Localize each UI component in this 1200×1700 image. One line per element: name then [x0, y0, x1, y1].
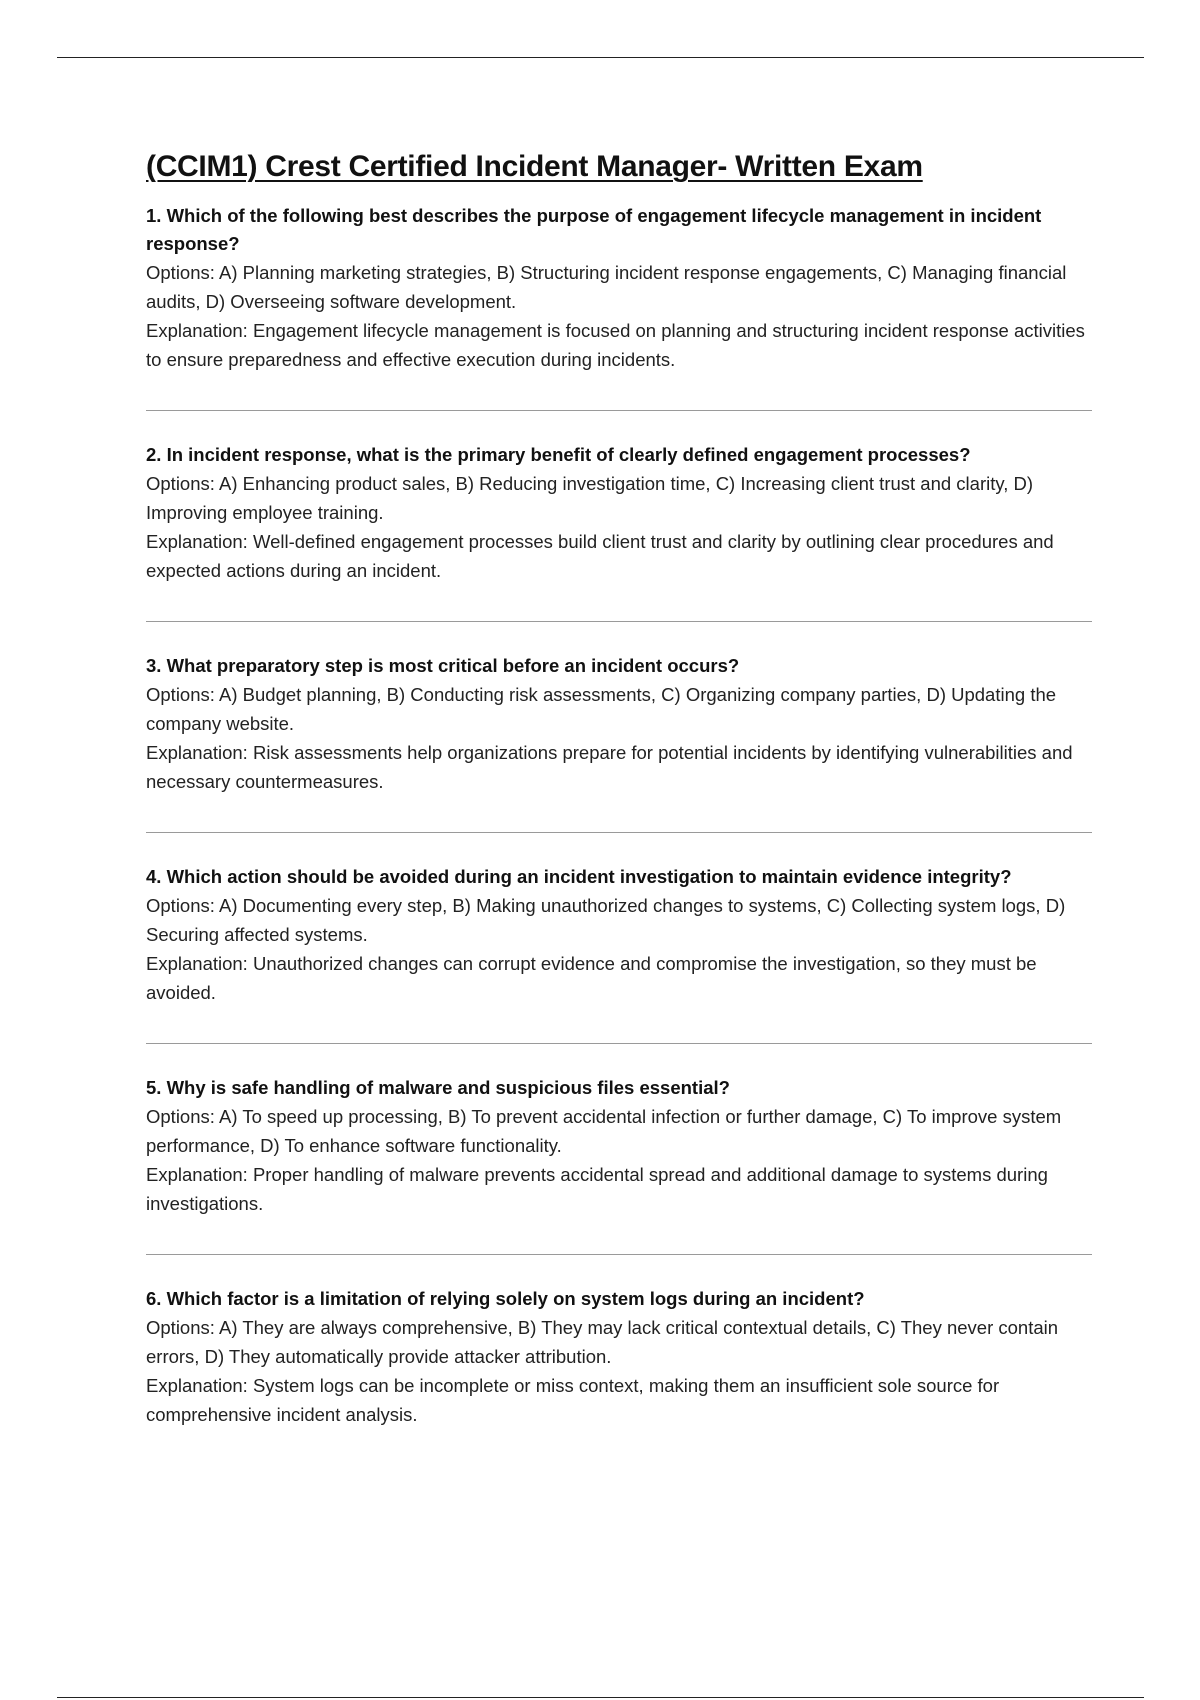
question-text: 5. Why is safe handling of malware and suspicious files essential?: [146, 1077, 730, 1098]
question-explanation: Explanation: Well-defined engagement processes build client trust and clarity by outlining clear procedures and expected actions during an incident.: [146, 531, 1054, 581]
question-divider: [146, 621, 1092, 622]
question-explanation: Explanation: Engagement lifecycle management is focused on planning and structuring incident response activities to ensure preparedness and effective execution during incidents.: [146, 320, 1085, 370]
question-options: Options: A) Enhancing product sales, B) Reducing investigation time, C) Increasing client trust and clarity, D) Improving employee training.: [146, 473, 1034, 523]
question-block-5: [146, 1074, 1092, 1218]
question-options: Options: A) They are always comprehensive, B) They may lack critical contextual details, C) They never contain errors, D) They automatically provide attacker attribution.: [146, 1317, 1059, 1367]
question-text: 1. Which of the following best describes the purpose of engagement lifecycle management in incident response?: [146, 205, 1042, 254]
page-bottom-rule: [57, 1697, 1144, 1698]
question-options: Options: A) To speed up processing, B) To prevent accidental infection or further damage, C) To improve system performance, D) To enhance software functionality.: [146, 1106, 1062, 1156]
question-options: Options: A) Documenting every step, B) Making unauthorized changes to systems, C) Collecting system logs, D) Securing affected systems.: [146, 895, 1066, 945]
question-options: Options: A) Planning marketing strategies, B) Structuring incident response engagements, C) Managing financial audits, D) Overseeing software development.: [146, 262, 1067, 312]
question-divider: [146, 832, 1092, 833]
page-top-rule: [57, 57, 1144, 58]
question-divider: [146, 1254, 1092, 1255]
question-text: 6. Which factor is a limitation of relying solely on system logs during an incident?: [146, 1288, 865, 1309]
question-block-3: [146, 652, 1092, 796]
question-text: 3. What preparatory step is most critical before an incident occurs?: [146, 655, 740, 676]
question-block-1: [146, 202, 1092, 374]
document-body: [146, 150, 1092, 1429]
question-divider: [146, 410, 1092, 411]
question-explanation: Explanation: System logs can be incomplete or miss context, making them an insufficient sole source for comprehensive incident analysis.: [146, 1375, 1000, 1425]
question-explanation: Explanation: Risk assessments help organizations prepare for potential incidents by identifying vulnerabilities and necessary countermeasures.: [146, 742, 1073, 792]
question-text: 4. Which action should be avoided during an incident investigation to maintain evidence integrity?: [146, 866, 1012, 887]
question-options: Options: A) Budget planning, B) Conducting risk assessments, C) Organizing company parties, D) Updating the company website.: [146, 684, 1057, 734]
question-divider: [146, 1043, 1092, 1044]
question-explanation: Explanation: Unauthorized changes can corrupt evidence and compromise the investigation, so they must be avoided.: [146, 953, 1037, 1003]
document-title: (CCIM1) Crest Certified Incident Manager- Written Exam: [146, 150, 923, 183]
question-text: 2. In incident response, what is the primary benefit of clearly defined engagement processes?: [146, 444, 971, 465]
question-block-4: [146, 863, 1092, 1007]
question-block-6: [146, 1285, 1092, 1429]
question-block-2: [146, 441, 1092, 585]
question-explanation: Explanation: Proper handling of malware prevents accidental spread and additional damage to systems during investigations.: [146, 1164, 1048, 1214]
